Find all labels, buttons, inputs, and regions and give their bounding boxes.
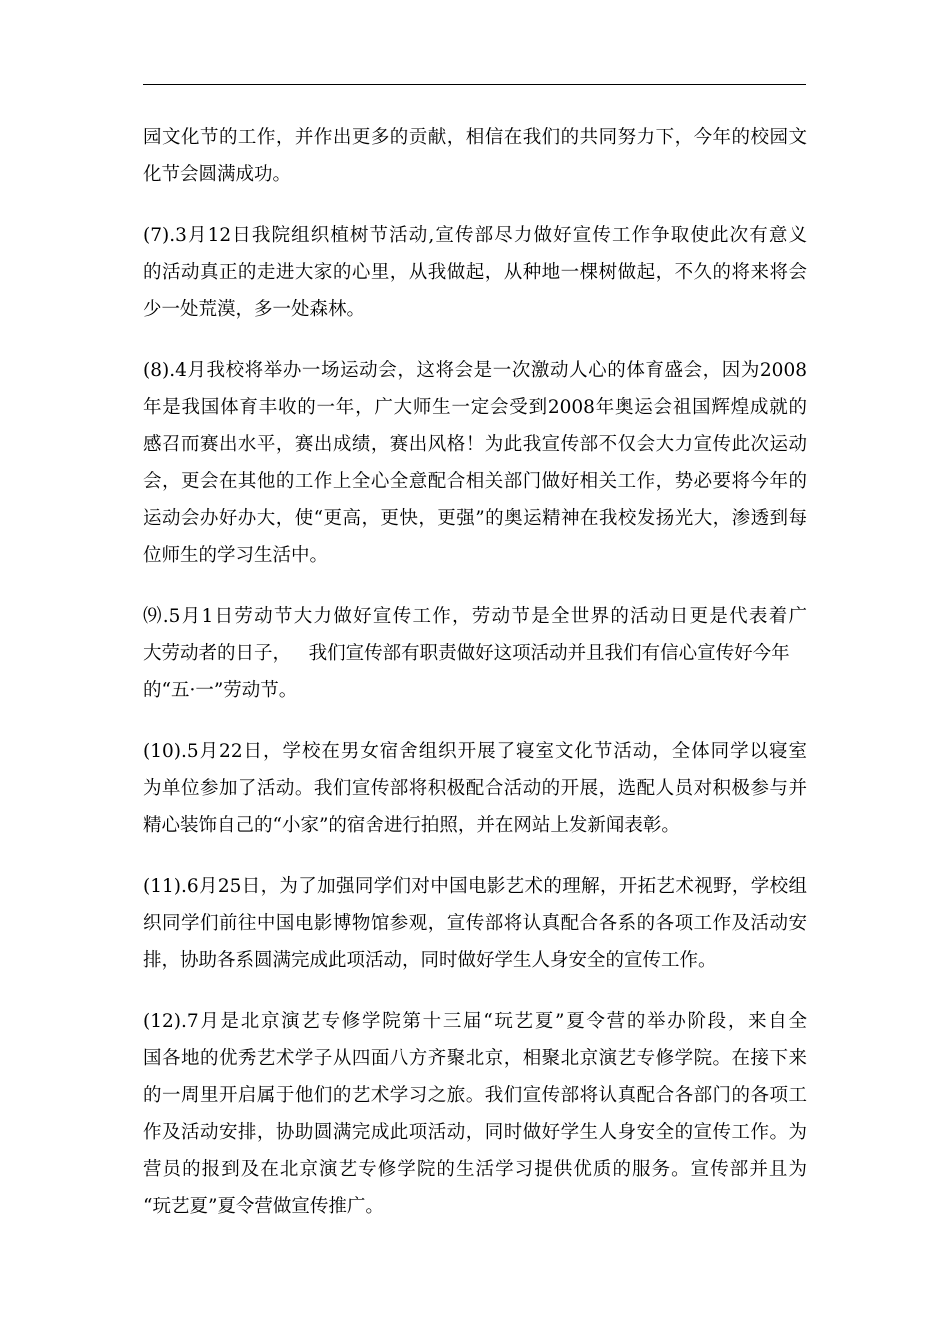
text-line: 作及活动安排，协助圆满完成此项活动，同时做好学生人身安全的宣传工作。为 <box>143 1122 807 1143</box>
text-line: 国各地的优秀艺术学子从四面八方齐聚北京，相聚北京演艺专修学院。在接下来 <box>143 1048 807 1069</box>
paragraph-item-11 <box>143 868 807 979</box>
text-line: 的“五·一”劳动节。 <box>143 680 298 701</box>
text-line: (11).6月25日，为了加强同学们对中国电影艺术的理解，开拓艺术视野，学校组 <box>143 876 807 897</box>
text-line: (12).7月是北京演艺专修学院第十三届“玩艺夏”夏令营的举办阶段，来自全 <box>143 1011 807 1032</box>
text-line: 大劳动者的日子， 我们宣传部有职责做好这项活动并且我们有信心宣传好今年 <box>143 643 790 664</box>
paragraph-continued <box>143 119 807 193</box>
text-line: 排，协助各系圆满完成此项活动，同时做好学生人身安全的宣传工作。 <box>143 950 717 971</box>
document-body <box>143 119 807 1249</box>
text-line: 精心装饰自己的“小家”的宿舍进行拍照，并在网站上发新闻表彰。 <box>143 815 680 836</box>
header-rule <box>143 84 806 85</box>
text-line: 园文化节的工作，并作出更多的贡献，相信在我们的共同努力下，今年的校园文 <box>143 127 807 148</box>
text-line: 运动会办好办大，使“更高，更快，更强”的奥运精神在我校发扬光大，渗透到每 <box>143 508 807 529</box>
text-line: 的一周里开启属于他们的艺术学习之旅。我们宣传部将认真配合各部门的各项工 <box>143 1085 807 1106</box>
text-line: 年是我国体育丰收的一年，广大师生一定会受到2008年奥运会祖国辉煌成就的 <box>143 397 807 418</box>
text-line: ⑼.5月1日劳动节大力做好宣传工作，劳动节是全世界的活动日更是代表着广 <box>143 606 807 627</box>
text-line: (7).3月12日我院组织植树节活动,宣传部尽力做好宣传工作争取使此次有意义 <box>143 225 807 246</box>
text-line: 感召而赛出水平，赛出成绩，赛出风格！为此我宣传部不仅会大力宣传此次运动 <box>143 434 807 455</box>
paragraph-item-12 <box>143 1003 807 1225</box>
text-line: 为单位参加了活动。我们宣传部将积极配合活动的开展，选配人员对积极参与并 <box>143 778 807 799</box>
paragraph-item-9 <box>143 598 807 709</box>
text-line: 的活动真正的走进大家的心里，从我做起，从种地一棵树做起，不久的将来将会 <box>143 262 807 283</box>
text-line: 位师生的学习生活中。 <box>143 545 329 566</box>
paragraph-item-7 <box>143 217 807 328</box>
paragraph-item-8 <box>143 352 807 574</box>
text-line: 会，更会在其他的工作上全心全意配合相关部门做好相关工作，势必要将今年的 <box>143 471 807 492</box>
text-line: (8).4月我校将举办一场运动会，这将会是一次激动人心的体育盛会，因为2008 <box>143 360 807 381</box>
paragraph-item-10 <box>143 733 807 844</box>
text-line: (10).5月22日，学校在男女宿舍组织开展了寝室文化节活动，全体同学以寝室 <box>143 741 807 762</box>
text-line: 化节会圆满成功。 <box>143 164 292 185</box>
text-line: 少一处荒漠，多一处森林。 <box>143 299 366 320</box>
text-line: 织同学们前往中国电影博物馆参观，宣传部将认真配合各系的各项工作及活动安 <box>143 913 807 934</box>
text-line: 营员的报到及在北京演艺专修学院的生活学习提供优质的服务。宣传部并且为 <box>143 1159 807 1180</box>
text-line: “玩艺夏”夏令营做宣传推广。 <box>143 1196 384 1217</box>
